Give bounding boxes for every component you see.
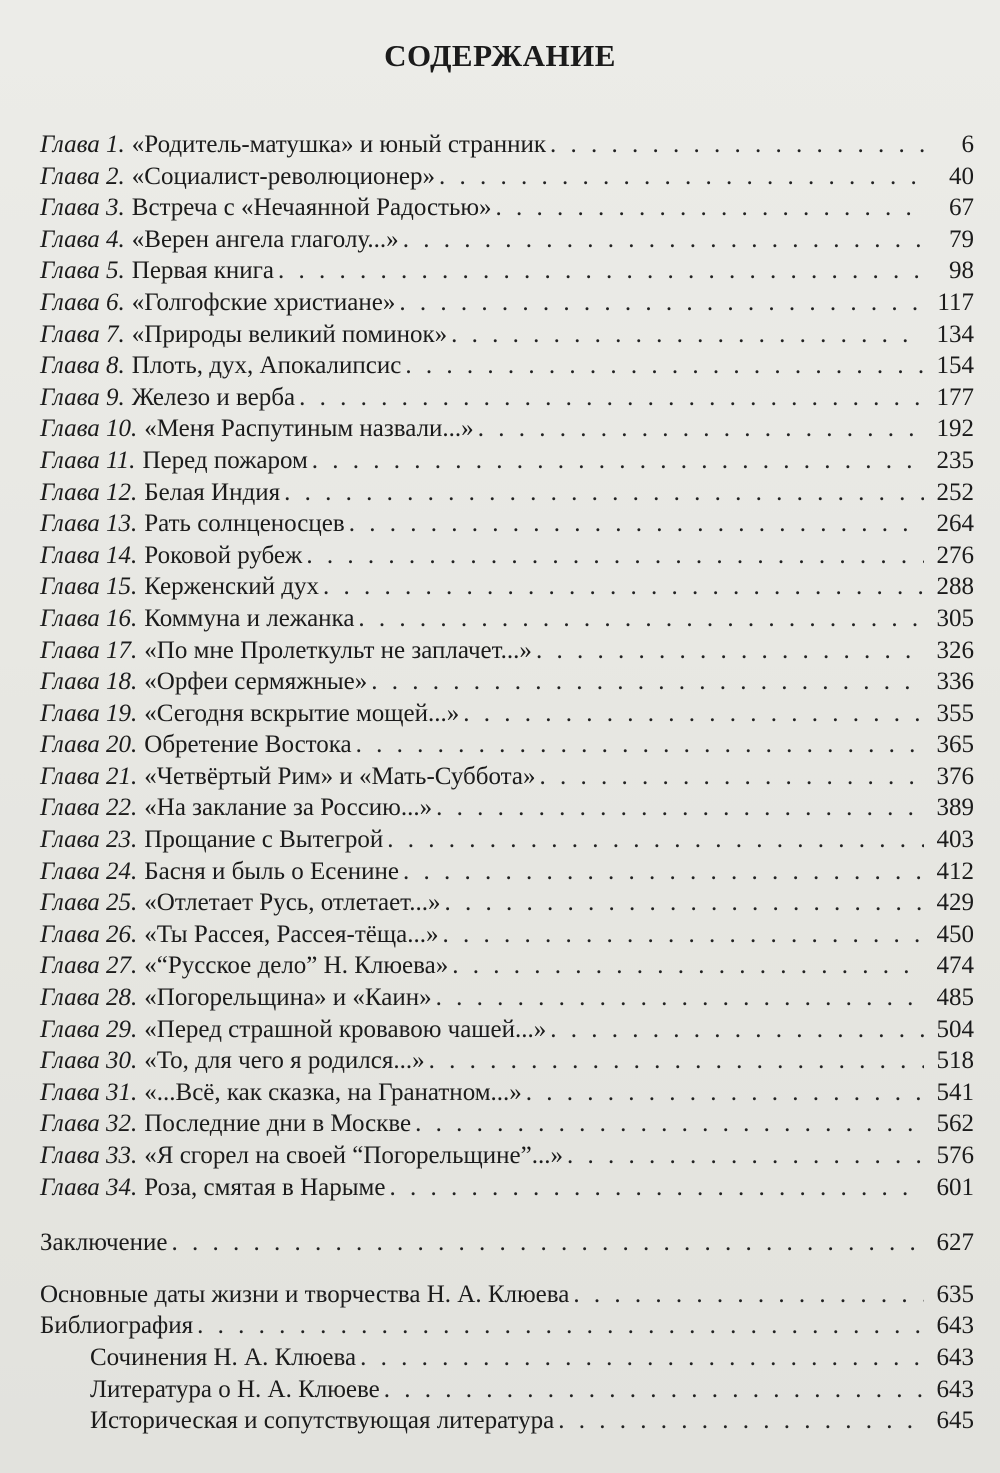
chapter-title: «Погорельщина» и «Каин» (144, 984, 432, 1012)
chapter-title: Басня и быль о Есенине (144, 857, 399, 885)
toc-entry-chapter (40, 224, 974, 256)
chapter-title: Роза, смятая в Нарыме (144, 1173, 386, 1201)
page-number: 485 (936, 984, 974, 1012)
toc-entry-chapter (40, 350, 974, 382)
toc-entry-chapter (40, 1140, 974, 1172)
page-number: 40 (949, 162, 974, 190)
toc-entry-chapter (40, 603, 974, 635)
toc-entry-bibliography-sub (40, 1374, 974, 1406)
page-number: 79 (949, 225, 974, 253)
chapter-label: Глава 9. (40, 383, 125, 411)
chapter-title: «Ты Рассея, Рассея-тёща...» (144, 920, 439, 948)
chapter-label: Глава 7. (40, 320, 125, 348)
chapter-title: Керженский дух (144, 573, 319, 601)
page-number: 412 (936, 857, 974, 885)
toc-entry-bibliography (40, 1310, 974, 1342)
toc-entry-chapter (40, 729, 974, 761)
chapter-label: Глава 13. (40, 510, 138, 538)
dot-leader (197, 1310, 924, 1342)
dot-leader (526, 1077, 924, 1109)
dot-leader (463, 698, 924, 730)
dot-leader (442, 919, 924, 951)
chapter-label: Глава 20. (40, 731, 138, 759)
dot-leader (299, 382, 924, 414)
page-number: 601 (936, 1173, 974, 1201)
toc-entry-dates (40, 1279, 974, 1311)
chapter-label: Глава 3. (40, 194, 125, 222)
chapter-title: Первая книга (131, 257, 275, 285)
entry-title: Сочинения Н. А. Клюева (90, 1343, 357, 1371)
toc-entry-chapter (40, 445, 974, 477)
chapter-label: Глава 22. (40, 794, 138, 822)
page-number: 562 (936, 1110, 974, 1138)
page-number: 403 (936, 826, 974, 854)
page-number: 389 (936, 794, 974, 822)
dot-leader (389, 1172, 924, 1204)
chapter-label: Глава 15. (40, 573, 138, 601)
chapter-label: Глава 16. (40, 604, 138, 632)
dot-leader (451, 319, 924, 351)
chapter-title: «На заклание за Россию...» (144, 794, 433, 822)
page-number: 365 (936, 731, 974, 759)
dot-leader (496, 192, 924, 224)
toc-entry-chapter (40, 319, 974, 351)
entry-title: Историческая и сопутствующая литература (90, 1407, 555, 1435)
toc-entry-chapter (40, 287, 974, 319)
dot-leader (573, 1279, 924, 1311)
chapter-title: Встреча с «Нечаянной Радостью» (131, 194, 492, 222)
bibliography-subentries (40, 1342, 974, 1437)
toc-entry-chapter (40, 1045, 974, 1077)
chapter-label: Глава 34. (40, 1173, 138, 1201)
chapter-title: «По мне Пролеткульт не заплачет...» (144, 636, 532, 664)
page-number: 643 (936, 1343, 974, 1371)
page-number: 117 (937, 288, 974, 316)
chapter-label: Глава 11. (40, 446, 136, 474)
dot-leader (356, 729, 924, 761)
toc-entry-chapter (40, 887, 974, 919)
chapter-title: «Меня Распутиным назвали...» (144, 415, 474, 443)
toc-entry-conclusion (40, 1227, 974, 1259)
dot-leader (284, 477, 924, 509)
dot-leader (415, 1108, 924, 1140)
page-number: 541 (936, 1078, 974, 1106)
page-number: 355 (936, 699, 974, 727)
toc-entry-chapter (40, 508, 974, 540)
chapter-title: Последние дни в Москве (144, 1110, 412, 1138)
chapter-label: Глава 24. (40, 857, 138, 885)
dot-leader (550, 129, 924, 161)
chapter-label: Глава 6. (40, 288, 125, 316)
toc-entry-chapter (40, 666, 974, 698)
page-number: 627 (936, 1229, 974, 1257)
chapter-label: Глава 4. (40, 225, 125, 253)
page-number: 643 (936, 1375, 974, 1403)
toc-entry-chapter (40, 1108, 974, 1140)
chapter-label: Глава 14. (40, 541, 138, 569)
dot-leader (444, 887, 924, 919)
chapter-title: «Я сгорел на своей “Погорельщине”...» (144, 1142, 563, 1169)
page-number: 645 (936, 1407, 974, 1435)
chapter-label: Глава 32. (40, 1110, 138, 1138)
chapter-title: «Орфеи сермяжные» (144, 668, 368, 696)
dot-leader (306, 540, 924, 572)
page-number: 6 (961, 131, 974, 158)
toc-entry-chapter (40, 1077, 974, 1109)
page-number: 518 (936, 1047, 974, 1075)
chapter-title: «Четвёртый Рим» и «Мать-Суббота» (144, 762, 536, 790)
page-number: 67 (949, 194, 974, 222)
chapter-label: Глава 26. (40, 920, 138, 948)
section-gap (40, 1259, 974, 1279)
dot-leader (399, 287, 924, 319)
page-number: 305 (936, 604, 974, 632)
page-number: 235 (936, 446, 974, 474)
toc-entry-chapter (40, 540, 974, 572)
chapter-title: «То, для чего я родился...» (144, 1047, 425, 1075)
chapter-label: Глава 17. (40, 636, 138, 664)
toc-entry-chapter (40, 824, 974, 856)
dot-leader (429, 1045, 924, 1077)
entry-title: Литература о Н. А. Клюеве (90, 1375, 380, 1403)
chapter-label: Глава 25. (40, 889, 138, 917)
page-number: 177 (936, 383, 974, 411)
section-gap (40, 1203, 974, 1227)
chapter-title: Рать солнценосцев (144, 510, 345, 538)
chapter-title: Роковой рубеж (144, 541, 303, 569)
chapter-label: Глава 27. (40, 952, 138, 980)
toc-entry-chapter (40, 382, 974, 414)
chapter-label: Глава 1. (40, 131, 125, 158)
page-number: 252 (936, 478, 974, 506)
toc-entry-chapter (40, 161, 974, 193)
toc-entry-bibliography-sub (40, 1342, 974, 1374)
page-number: 429 (936, 889, 974, 917)
dot-leader (358, 603, 924, 635)
dot-leader (172, 1227, 925, 1259)
chapter-title: Железо и верба (131, 383, 296, 411)
dot-leader (403, 224, 924, 256)
toc-entry-chapter (40, 192, 974, 224)
page-number: 635 (936, 1280, 974, 1308)
page-number: 98 (949, 257, 974, 285)
chapter-label: Глава 8. (40, 352, 125, 380)
table-of-contents (40, 129, 974, 1437)
chapter-title: «Природы великий поминок» (131, 320, 448, 348)
chapter-title: Обретение Востока (144, 731, 352, 759)
toc-entry-chapter (40, 571, 974, 603)
chapter-title: «“Русское дело” Н. Клюева» (144, 952, 449, 980)
dot-leader (403, 856, 924, 888)
page-number: 264 (936, 510, 974, 538)
dot-leader (278, 255, 924, 287)
toc-entry-chapter (40, 919, 974, 951)
chapter-label: Глава 19. (40, 699, 138, 727)
chapter-label: Глава 33. (40, 1142, 138, 1169)
entry-title: Заключение (40, 1229, 168, 1257)
dot-leader (536, 635, 924, 667)
chapter-title: «Голгофские христиане» (131, 288, 396, 316)
chapter-label: Глава 2. (40, 162, 125, 190)
dot-leader (360, 1342, 924, 1374)
page-number: 154 (936, 352, 974, 380)
page-number: 288 (936, 573, 974, 601)
chapter-title: «Верен ангела глаголу...» (131, 225, 399, 253)
chapter-label: Глава 28. (40, 984, 138, 1012)
chapter-label: Глава 10. (40, 415, 138, 443)
chapter-title: «Родитель-матушка» и юный странник (131, 131, 547, 158)
page-number: 336 (936, 668, 974, 696)
toc-entry-chapter (40, 982, 974, 1014)
chapter-title: «...Всё, как сказка, на Гранатном...» (144, 1078, 522, 1106)
chapter-title: Белая Индия (144, 478, 281, 506)
dot-leader (405, 350, 924, 382)
dot-leader (567, 1140, 924, 1172)
chapter-label: Глава 30. (40, 1047, 138, 1075)
toc-entry-bibliography-sub (40, 1405, 974, 1437)
chapter-label: Глава 18. (40, 668, 138, 696)
dot-leader (323, 571, 924, 603)
dot-leader (384, 1374, 924, 1406)
dot-leader (387, 824, 924, 856)
chapter-label: Глава 12. (40, 478, 138, 506)
dot-leader (439, 161, 924, 193)
page-number: 326 (936, 636, 974, 664)
toc-entry-chapter (40, 255, 974, 287)
chapter-title: «Сегодня вскрытие мощей...» (144, 699, 460, 727)
page-number: 474 (936, 952, 974, 980)
page-number: 134 (936, 320, 974, 348)
page-title: СОДЕРЖАНИЕ (384, 38, 616, 73)
chapter-label: Глава 21. (40, 762, 138, 790)
toc-entry-chapter (40, 635, 974, 667)
chapter-title: Перед пожаром (142, 446, 308, 474)
toc-entry-chapter (40, 698, 974, 730)
page-number: 376 (936, 762, 974, 790)
toc-entry-chapter (40, 413, 974, 445)
chapter-title: Прощание с Вытегрой (144, 826, 384, 854)
chapter-title: Коммуна и лежанка (144, 604, 355, 632)
page-number: 192 (936, 415, 974, 443)
chapter-title: «Социалист-революционер» (131, 162, 436, 190)
toc-entry-chapter (40, 792, 974, 824)
page-number: 504 (936, 1015, 974, 1043)
chapter-label: Глава 31. (40, 1078, 138, 1106)
chapter-title: Плоть, дух, Апокалипсис (131, 352, 402, 380)
toc-entry-chapter (40, 1014, 974, 1046)
dot-leader (558, 1405, 924, 1437)
toc-entry-chapter (40, 950, 974, 982)
dot-leader (478, 413, 924, 445)
toc-entry-chapter (40, 761, 974, 793)
dot-leader (436, 792, 924, 824)
chapter-list (40, 129, 974, 1203)
dot-leader (550, 1014, 924, 1046)
chapter-title: «Отлетает Русь, отлетает...» (144, 889, 441, 917)
chapter-label: Глава 23. (40, 826, 138, 854)
entry-title: Основные даты жизни и творчества Н. А. Клюева (40, 1280, 570, 1308)
page-number: 276 (936, 541, 974, 569)
chapter-label: Глава 5. (40, 257, 125, 285)
dot-leader (452, 950, 924, 982)
dot-leader (539, 761, 924, 793)
entry-title: Библиография (40, 1312, 194, 1340)
dot-leader (371, 666, 924, 698)
dot-leader (312, 445, 924, 477)
page-number: 450 (936, 920, 974, 948)
dot-leader (436, 982, 924, 1014)
toc-entry-chapter (40, 1172, 974, 1204)
toc-entry-chapter (40, 477, 974, 509)
toc-entry-chapter (40, 129, 974, 161)
chapter-label: Глава 29. (40, 1015, 138, 1043)
dot-leader (349, 508, 924, 540)
page-number: 643 (936, 1312, 974, 1340)
page-number: 576 (936, 1142, 974, 1169)
chapter-title: «Перед страшной кровавою чашей...» (144, 1015, 547, 1043)
toc-entry-chapter (40, 856, 974, 888)
